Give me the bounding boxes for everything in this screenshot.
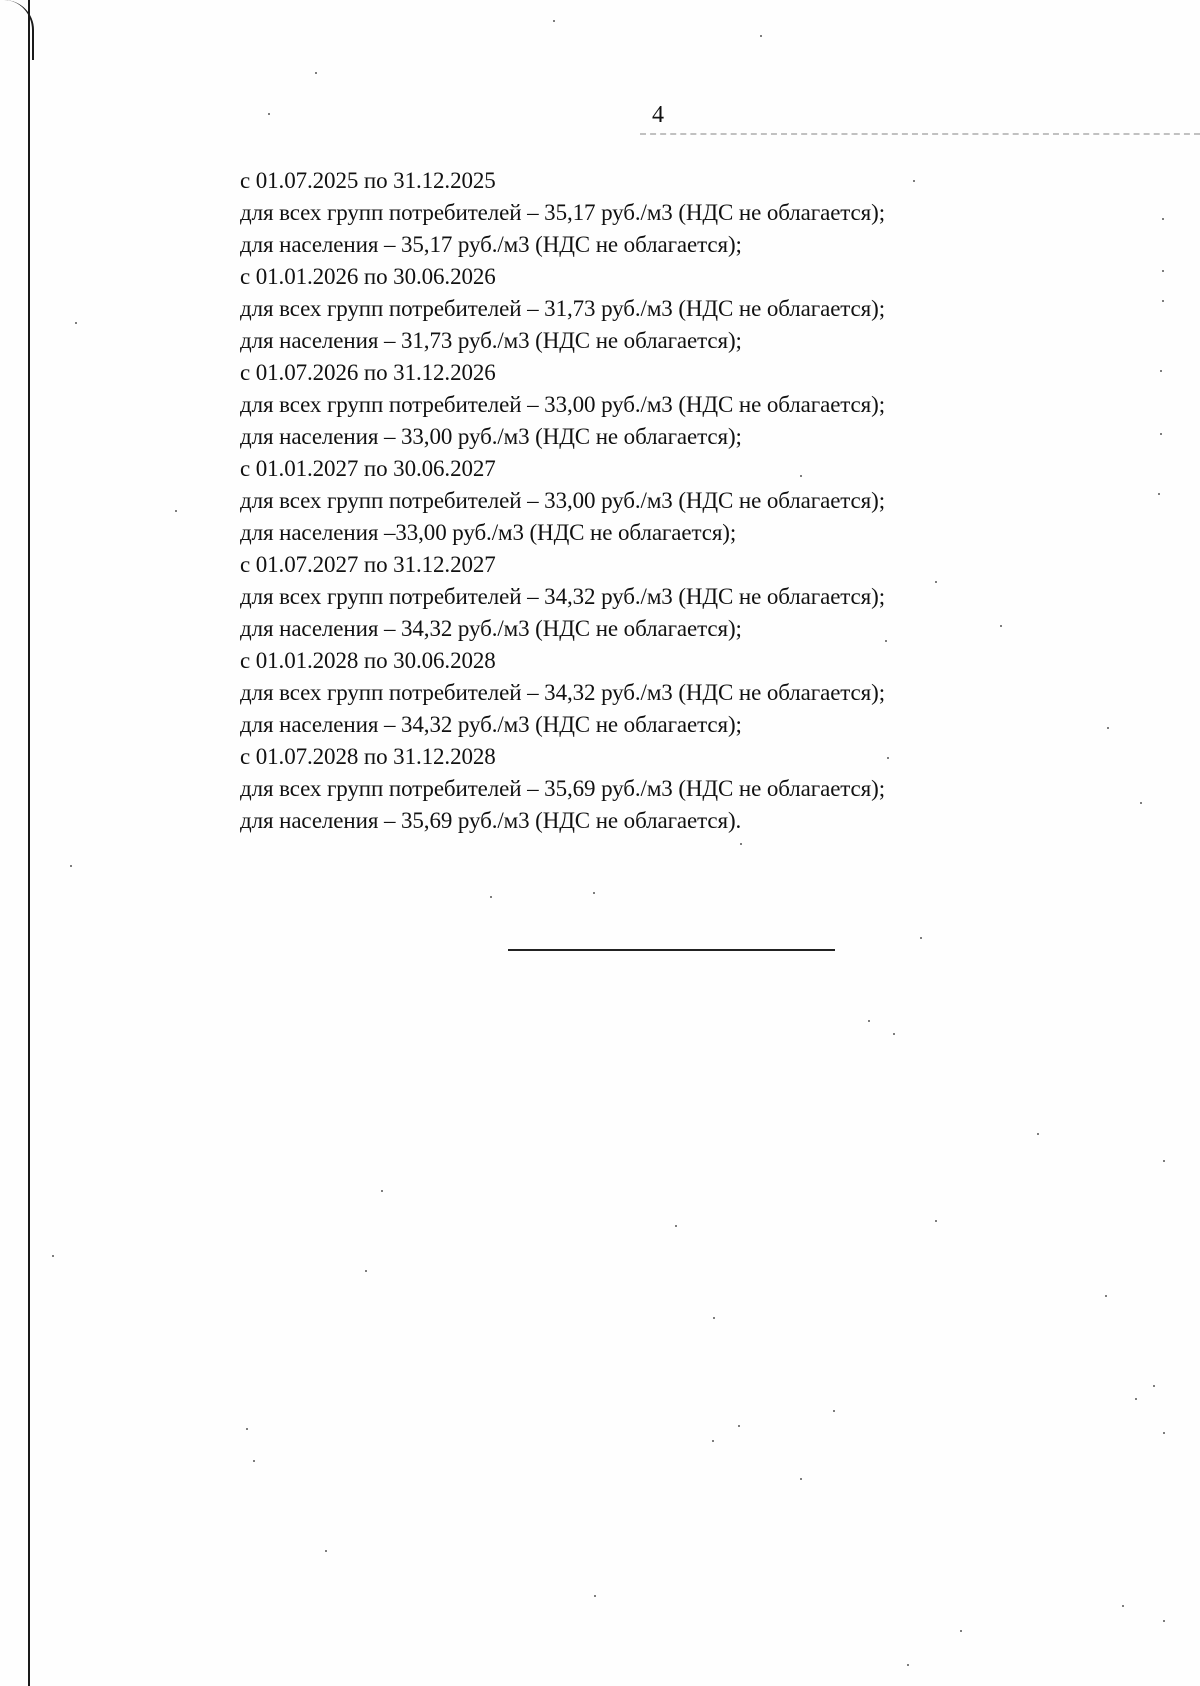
scan-speck bbox=[833, 1410, 835, 1412]
scan-speck bbox=[315, 72, 317, 74]
scan-speck bbox=[490, 896, 492, 898]
tariff-line-population: для населения –33,00 руб./м3 (НДС не облагается); bbox=[240, 520, 737, 545]
scan-speck bbox=[893, 1033, 895, 1035]
scan-speck bbox=[381, 1190, 383, 1192]
tariff-line-all-groups: для всех групп потребителей – 31,73 руб./м3 (НДС не облагается); bbox=[240, 296, 885, 321]
tariff-line-all-groups: для всех групп потребителей – 33,00 руб./м3 (НДС не облагается); bbox=[240, 488, 885, 513]
period-line: с 01.07.2025 по 31.12.2025 bbox=[240, 168, 496, 193]
scan-speck bbox=[960, 1630, 962, 1632]
scan-speck bbox=[70, 865, 72, 867]
scan-speck bbox=[1163, 1620, 1165, 1622]
scan-speck bbox=[246, 1428, 248, 1430]
scan-speck bbox=[365, 1270, 367, 1272]
period-line: с 01.01.2026 по 30.06.2026 bbox=[240, 264, 496, 289]
scan-speck bbox=[675, 1225, 677, 1227]
scan-speck bbox=[1162, 218, 1164, 220]
scan-speck bbox=[913, 180, 915, 182]
scan-speck bbox=[52, 1255, 54, 1257]
scan-speck bbox=[1162, 270, 1164, 272]
scan-speck bbox=[935, 1220, 937, 1222]
scan-speck bbox=[1160, 433, 1162, 435]
scan-speck bbox=[800, 475, 802, 477]
scan-speck bbox=[935, 581, 937, 583]
scan-speck bbox=[800, 1478, 802, 1480]
period-line: с 01.01.2027 по 30.06.2027 bbox=[240, 456, 496, 481]
scan-speck bbox=[1107, 727, 1109, 729]
period-line: с 01.07.2028 по 31.12.2028 bbox=[240, 744, 496, 769]
scan-speck bbox=[268, 113, 270, 115]
scan-speck bbox=[713, 1317, 715, 1319]
scan-speck bbox=[253, 1460, 255, 1462]
scan-speck bbox=[1140, 802, 1142, 804]
scan-speck bbox=[1135, 1398, 1137, 1400]
tariff-line-all-groups: для всех групп потребителей – 34,32 руб./м3 (НДС не облагается); bbox=[240, 584, 885, 609]
scan-speck bbox=[553, 20, 555, 22]
tariff-line-population: для населения – 34,32 руб./м3 (НДС не облагается); bbox=[240, 616, 742, 641]
tariff-text-block bbox=[240, 165, 960, 837]
tariff-line-all-groups: для всех групп потребителей – 33,00 руб./м3 (НДС не облагается); bbox=[240, 392, 885, 417]
scan-speck bbox=[1162, 300, 1164, 302]
scan-speck bbox=[1105, 1295, 1107, 1297]
scan-speck bbox=[75, 322, 77, 324]
scan-artifact-rule bbox=[640, 133, 1200, 135]
scan-speck bbox=[1037, 1133, 1039, 1135]
scan-speck bbox=[1163, 1432, 1165, 1434]
scan-speck bbox=[325, 1550, 327, 1552]
tariff-line-all-groups: для всех групп потребителей – 34,32 руб./м3 (НДС не облагается); bbox=[240, 680, 885, 705]
period-line: с 01.01.2028 по 30.06.2028 bbox=[240, 648, 496, 673]
tariff-line-population: для населения – 34,32 руб./м3 (НДС не облагается); bbox=[240, 712, 742, 737]
scan-speck bbox=[1153, 1385, 1155, 1387]
scan-speck bbox=[738, 1425, 740, 1427]
scan-speck bbox=[594, 1595, 596, 1597]
scan-speck bbox=[885, 640, 887, 642]
tariff-line-population: для населения – 35,17 руб./м3 (НДС не облагается); bbox=[240, 232, 742, 257]
scan-speck bbox=[1160, 370, 1162, 372]
end-of-document-rule bbox=[508, 949, 835, 951]
scan-speck bbox=[175, 510, 177, 512]
period-line: с 01.07.2026 по 31.12.2026 bbox=[240, 360, 496, 385]
tariff-line-population: для населения – 31,73 руб./м3 (НДС не облагается); bbox=[240, 328, 742, 353]
period-line: с 01.07.2027 по 31.12.2027 bbox=[240, 552, 496, 577]
tariff-line-all-groups: для всех групп потребителей – 35,17 руб./м3 (НДС не облагается); bbox=[240, 200, 885, 225]
scan-speck bbox=[1163, 1160, 1165, 1162]
scan-speck bbox=[1000, 625, 1002, 627]
scan-speck bbox=[907, 1664, 909, 1666]
scan-speck bbox=[868, 1020, 870, 1022]
page-number: 4 bbox=[652, 102, 664, 128]
scan-speck bbox=[1158, 493, 1160, 495]
scan-speck bbox=[887, 757, 889, 759]
binding-edge-line bbox=[28, 0, 30, 1686]
tariff-line-population: для населения – 33,00 руб./м3 (НДС не облагается); bbox=[240, 424, 742, 449]
scan-speck bbox=[760, 35, 762, 37]
scan-speck bbox=[920, 937, 922, 939]
scan-speck bbox=[1122, 1605, 1124, 1607]
tariff-line-population: для населения – 35,69 руб./м3 (НДС не облагается). bbox=[240, 808, 742, 833]
scan-speck bbox=[593, 892, 595, 894]
tariff-line-all-groups: для всех групп потребителей – 35,69 руб./м3 (НДС не облагается); bbox=[240, 776, 885, 801]
scan-speck bbox=[712, 1440, 714, 1442]
scan-speck bbox=[740, 843, 742, 845]
